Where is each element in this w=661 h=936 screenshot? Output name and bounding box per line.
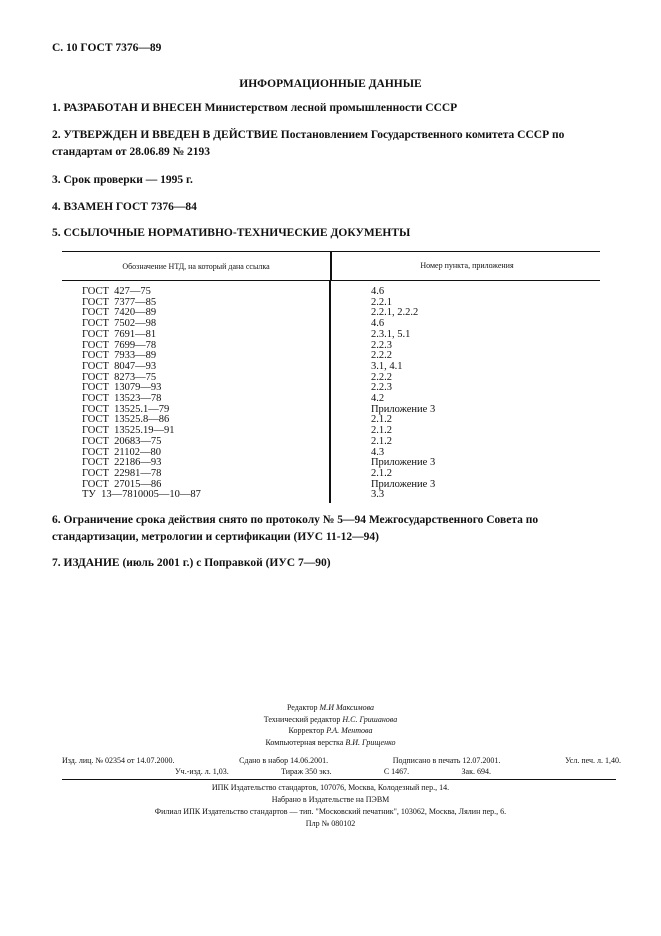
table-cell-doc: ГОСТ 21102—80 — [82, 446, 162, 458]
table-cell-ref: 2.2.3 — [370, 382, 392, 394]
table-cell-doc: ТУ 13—7810005—10—87 — [82, 489, 201, 501]
table-cell-ref: Приложение 3 — [370, 457, 436, 469]
item-2: 2. УТВЕРЖДЕН И ВВЕДЕН В ДЕЙСТВИЕ Постановлением Государственного комитета СССР по стандартам от 28.06.89 № 2193 — [52, 129, 565, 158]
credits — [0, 702, 661, 748]
item-3: 3. Срок проверки — 1995 г. — [52, 174, 193, 186]
table-cell-doc: ГОСТ 8047—93 — [82, 360, 157, 372]
table-cell-ref: 2.1.2 — [370, 467, 392, 479]
table-cell-doc: ГОСТ 7691—81 — [82, 328, 157, 340]
table-cell-ref: 2.3.1, 5.1 — [370, 328, 411, 340]
table-cell-ref: 4.2 — [370, 393, 385, 405]
table-cell-ref: 2.2.3 — [370, 339, 392, 351]
table-column-docs — [62, 281, 329, 503]
item-4: 4. ВЗАМЕН ГОСТ 7376—84 — [52, 201, 197, 213]
table-cell-ref: 2.2.1, 2.2.2 — [370, 307, 419, 319]
table-cell-ref: 2.2.2 — [370, 350, 392, 362]
table-cell-doc: ГОСТ 13523—78 — [82, 393, 162, 405]
table-cell-doc: ГОСТ 13525.19—91 — [82, 425, 175, 437]
table-cell-doc: ГОСТ 22981—78 — [82, 467, 162, 479]
table-header-doc: Обозначение НТД, на который дана ссылка — [122, 261, 270, 271]
table-header-ref: Номер пункта, приложения — [330, 252, 602, 280]
imprint-footer: ИПК Издательство стандартов, 107076, Москва, Колодезный пер., 14. Набрано в Издательстве на ПЭВМ Филиал ИПК Издательство стандартов — тип. "Московский печатник", 103062, Москва, Лялин пер., 6. Плр № 080102 — [154, 783, 507, 828]
imprint-line-1: Изд. лиц. № 02354 от 14.07.2000. Сдано в набор 14.06.2001. Подписано в печать 12.07.2001. Усл. печ. л. 1,40. — [62, 756, 621, 765]
table-cell-doc: ГОСТ 7377—85 — [82, 296, 157, 308]
imprint-line-2: Уч.-изд. л. 1,03. Тираж 350 экз. С 1467. Зак. 694. — [175, 767, 491, 776]
table-cell-ref: 4.6 — [370, 318, 385, 330]
credit-line: Корректор Р.А. Ментова — [288, 726, 373, 735]
reference-table — [62, 251, 600, 503]
table-cell-ref: 2.2.2 — [370, 371, 392, 383]
table-cell-ref: 3.3 — [370, 489, 385, 501]
credit-line: Компьютерная верстка В.И. Грищенко — [265, 737, 396, 747]
table-column-refs — [329, 281, 600, 503]
table-cell-doc: ГОСТ 7933—89 — [82, 350, 157, 362]
table-cell-doc: ГОСТ 427—75 — [82, 286, 151, 297]
table-cell-doc: ГОСТ 13079—93 — [82, 382, 162, 394]
table-cell-ref: 2.1.2 — [370, 414, 392, 426]
table-cell-doc: ГОСТ 27015—86 — [82, 478, 162, 490]
section-title: ИНФОРМАЦИОННЫЕ ДАННЫЕ — [239, 78, 422, 90]
table-cell-doc: ГОСТ 13525.8—86 — [82, 414, 170, 426]
table-cell-doc: ГОСТ 7699—78 — [82, 339, 157, 351]
table-cell-doc: ГОСТ 20683—75 — [82, 435, 162, 447]
divider — [62, 779, 616, 780]
table-cell-doc: ГОСТ 7420—89 — [82, 307, 157, 319]
table-cell-doc: ГОСТ 13525.1—79 — [82, 403, 170, 415]
item-6: 6. Ограничение срока действия снято по протоколу № 5—94 Межгосударственного Совета по стандартизации, метрологии и сертификации (ИУС 11-12—94) — [52, 514, 539, 543]
table-cell-ref: Приложение 3 — [370, 403, 436, 415]
item-5: 5. ССЫЛОЧНЫЕ НОРМАТИВНО-ТЕХНИЧЕСКИЕ ДОКУМЕНТЫ — [52, 227, 411, 239]
table-cell-ref: 2.1.2 — [370, 435, 392, 447]
item-7: 7. ИЗДАНИЕ (июль 2001 г.) с Поправкой (ИУС 7—90) — [52, 557, 331, 569]
table-cell-ref: Приложение 3 — [370, 478, 436, 490]
table-cell-ref: 3.1, 4.1 — [370, 360, 403, 372]
table-cell-ref: 4.3 — [370, 446, 385, 458]
table-cell-doc: ГОСТ 7502—98 — [82, 318, 157, 330]
table-cell-ref: 2.2.1 — [370, 296, 392, 308]
credit-line: Технический редактор Н.С. Гришанова — [263, 714, 398, 724]
table-cell-ref: 4.6 — [370, 286, 385, 297]
page-header: С. 10 ГОСТ 7376—89 — [52, 42, 162, 54]
item-1: 1. РАЗРАБОТАН И ВНЕСЕН Министерством лесной промышленности СССР — [52, 102, 458, 114]
table-cell-ref: 2.1.2 — [370, 425, 392, 437]
table-cell-doc: ГОСТ 22186—93 — [82, 457, 162, 469]
table-cell-doc: ГОСТ 8273—75 — [82, 371, 157, 383]
credit-line: Редактор М.И Максимова — [286, 703, 375, 712]
